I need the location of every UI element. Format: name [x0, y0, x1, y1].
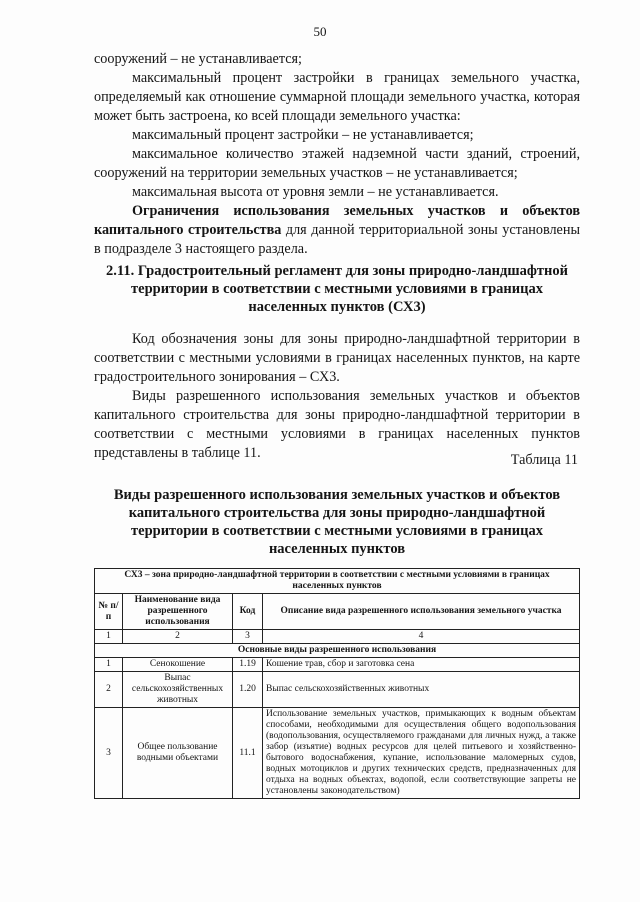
row-desc: Использование земельных участков, примыкающих к водным объектам способами, необходимыми для осуществления общего водопользования (водопользования, осуществляемого гражданами для личных нужд, а также забор (изъятие) водных ресурсов для целей питьевого и хозяйственно-бытового водоснабжения, купание, использование маломерных судов, водных мотоциклов и других технических средств, предназначенных для отдыха на водных объектах, водопой, если соответствующие запреты не установлены законодательством) [263, 708, 580, 799]
table-header-row [95, 594, 580, 630]
row-code: 1.20 [233, 672, 263, 708]
restriction-bold: Ограничения использования земельных участков и объектов капитального строительства [94, 203, 580, 238]
row-name: Сенокошение [123, 658, 233, 672]
row-desc: Выпас сельскохозяйственных животных [263, 672, 580, 708]
numbering-cell: 4 [263, 630, 580, 644]
permitted-use-table [94, 568, 580, 799]
restriction-rest: для данной территориальной зоны установлены в подразделе 3 настоящего раздела. [94, 222, 580, 257]
row-num: 3 [95, 708, 123, 799]
col-header-num: № п/п [95, 594, 123, 630]
table-caption: Таблица 11 [510, 452, 578, 468]
paragraph: сооружений – не устанавливается; [94, 51, 302, 67]
restriction-paragraph [94, 202, 580, 259]
table-numbering-row [95, 630, 580, 644]
row-code: 11.1 [233, 708, 263, 799]
row-num: 1 [95, 658, 123, 672]
col-header-desc: Описание вида разрешенного использования земельного участка [263, 594, 580, 630]
row-name: Общее пользование водными объектами [123, 708, 233, 799]
table-row [95, 658, 580, 672]
row-code: 1.19 [233, 658, 263, 672]
paragraph: Код обозначения зоны для зоны природно-ландшафтной территории в соответствии с местными условиями в границах населенных пунктов, на карте градостроительного зонирования – СХ3. [94, 331, 580, 385]
col-header-name: Наименование вида разрешенного использования [123, 594, 233, 630]
zone-header: СХ3 – зона природно-ландшафтной территории в соответствии с местными условиями в границах населенных пунктов [95, 569, 580, 594]
table-row [95, 708, 580, 799]
page-number: 50 [313, 24, 327, 39]
paragraph: максимальное количество этажей надземной части зданий, строений, сооружений на территории земельных участков – не устанавливается; [94, 146, 580, 181]
col-header-code: Код [233, 594, 263, 630]
numbering-cell: 3 [233, 630, 263, 644]
numbering-cell: 1 [95, 630, 123, 644]
table-row [95, 672, 580, 708]
paragraph: Виды разрешенного использования земельных участков и объектов капитального строительства для зоны природно-ландшафтной территории в соответствии с местными условиями в границах населенных пунктов представлены в таблице 11. [94, 388, 580, 461]
table-zone-header-row [95, 569, 580, 594]
numbering-cell: 2 [123, 630, 233, 644]
paragraph: максимальный процент застройки в границах земельного участка, определяемый как отношение суммарной площади земельного участка, которая может быть застроена, ко всей площади земельного участка: [94, 70, 580, 124]
table-group-row [95, 644, 580, 658]
zone-parameters-block [94, 50, 580, 259]
zone-description-block [94, 330, 580, 463]
section-heading: 2.11. Градостроительный регламент для зоны природно-ландшафтной территории в соответствии с местными условиями в границах населенных пунктов (СХ3) [106, 263, 568, 315]
row-num: 2 [95, 672, 123, 708]
row-desc: Кошение трав, сбор и заготовка сена [263, 658, 580, 672]
row-name: Выпас сельскохозяйственных животных [123, 672, 233, 708]
paragraph: максимальный процент застройки – не устанавливается; [132, 127, 474, 143]
table-title: Виды разрешенного использования земельных участков и объектов капитального строительства для зоны природно-ландшафтной территории в соответствии с местными условиями в границах населенных пунктов [113, 487, 561, 557]
paragraph: максимальная высота от уровня земли – не устанавливается. [132, 184, 499, 200]
group-label: Основные виды разрешенного использования [95, 644, 580, 658]
